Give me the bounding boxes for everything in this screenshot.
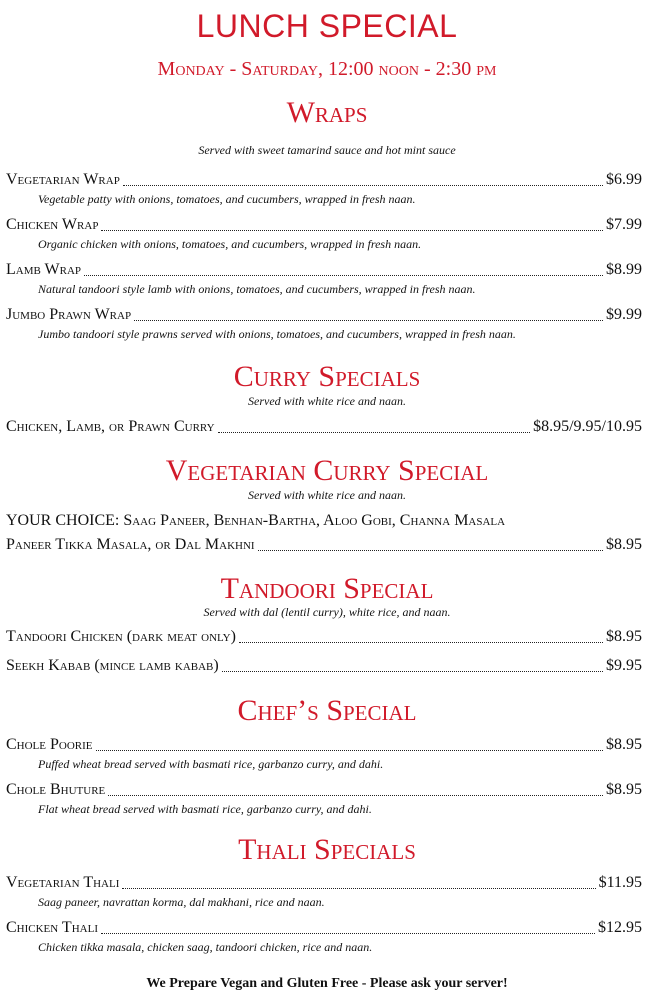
- menu-item-seekh-kabab: [6, 657, 642, 677]
- footer-note: We Prepare Vegan and Gluten Free - Please ask your server!: [146, 976, 508, 991]
- item-price: $8.95: [606, 781, 642, 798]
- leader-dots: [123, 184, 603, 186]
- section-note-tandoori: Served with dal (lentil curry), white rice, and naan.: [203, 605, 451, 619]
- item-description: Chicken tikka masala, chicken saag, tandoori chicken, rice and naan.: [38, 940, 373, 954]
- item-name: Chicken Wrap: [6, 216, 99, 233]
- item-description: Vegetable patty with onions, tomatoes, and cucumbers, wrapped in fresh naan.: [38, 192, 416, 206]
- leader-dots: [101, 932, 595, 934]
- menu-item-jumbo-prawn-wrap: [6, 306, 642, 326]
- item-description: Jumbo tandoori style prawns served with onions, tomatoes, and cucumbers, wrapped in fresh naan.: [38, 327, 516, 341]
- item-name: Chicken Thali: [6, 919, 98, 936]
- menu-item-lamb-wrap: [6, 261, 642, 281]
- leader-dots: [218, 431, 531, 433]
- leader-dots: [108, 794, 603, 796]
- menu-item-chole-poorie: [6, 736, 642, 756]
- choice-list: Saag Paneer, Benhan-Bartha, Aloo Gobi, Channa Masala: [123, 512, 506, 529]
- item-name: Seekh Kabab (mince lamb kabab): [6, 657, 219, 674]
- veg-choice-line: [6, 512, 505, 530]
- item-price: $9.99: [606, 306, 642, 323]
- leader-dots: [239, 641, 603, 643]
- section-title-tandoori: Tandoori Special: [220, 572, 434, 605]
- item-name: Lamb Wrap: [6, 261, 82, 278]
- item-price: $11.95: [598, 874, 642, 891]
- leader-dots: [96, 749, 603, 751]
- leader-dots: [122, 887, 595, 889]
- item-name: Chicken, Lamb, or Prawn Curry: [6, 418, 215, 435]
- section-note-wraps: Served with sweet tamarind sauce and hot mint sauce: [198, 143, 456, 157]
- item-name: Chole Poorie: [6, 736, 93, 753]
- item-name: Tandoori Chicken (dark meat only): [6, 628, 236, 645]
- leader-dots: [258, 549, 603, 551]
- item-price: $8.95/9.95/10.95: [533, 418, 642, 435]
- menu-item-chicken-wrap: [6, 216, 642, 236]
- item-price: $8.99: [606, 261, 642, 278]
- item-name: Vegetarian Thali: [6, 874, 120, 891]
- item-price: $12.95: [598, 919, 642, 936]
- item-description: Flat wheat bread served with basmati rice, garbanzo curry, and dahi.: [38, 802, 372, 816]
- section-note-veg-curry: Served with white rice and naan.: [248, 488, 406, 502]
- menu-item-chicken-thali: [6, 919, 642, 939]
- menu-item-tandoori-chicken: [6, 628, 642, 648]
- menu-item-vegetarian-wrap: [6, 171, 642, 191]
- leader-dots: [222, 670, 603, 672]
- hours-subtitle: Monday - Saturday, 12:00 noon - 2:30 pm: [157, 58, 497, 80]
- menu-item-veg-curry: [6, 536, 642, 556]
- leader-dots: [101, 229, 603, 231]
- item-description: Saag paneer, navrattan korma, dal makhani, rice and naan.: [38, 895, 325, 909]
- item-price: $8.95: [606, 536, 642, 553]
- item-price: $7.99: [606, 216, 642, 233]
- menu-item-vegetarian-thali: [6, 874, 642, 894]
- section-title-veg-curry: Vegetarian Curry Special: [165, 454, 489, 487]
- choice-label: YOUR CHOICE:: [6, 512, 120, 529]
- leader-dots: [84, 274, 603, 276]
- item-name: Jumbo Prawn Wrap: [6, 306, 132, 323]
- menu-item-chole-bhuture: [6, 781, 642, 801]
- item-price: $8.95: [606, 628, 642, 645]
- leader-dots: [134, 319, 603, 321]
- item-name: Vegetarian Wrap: [6, 171, 120, 188]
- item-price: $9.95: [606, 657, 642, 674]
- section-title-curry: Curry Specials: [233, 360, 421, 393]
- section-title-thali: Thali Specials: [238, 833, 416, 866]
- page-title: LUNCH SPECIAL: [196, 8, 458, 44]
- section-note-curry: Served with white rice and naan.: [248, 394, 406, 408]
- item-name: Chole Bhuture: [6, 781, 106, 798]
- item-description: Puffed wheat bread served with basmati rice, garbanzo curry, and dahi.: [38, 757, 384, 771]
- item-description: Natural tandoori style lamb with onions, tomatoes, and cucumbers, wrapped in fresh naan.: [38, 282, 476, 296]
- menu-item-curry: [6, 418, 642, 438]
- section-title-wraps: Wraps: [286, 96, 368, 129]
- section-title-chef: Chef’s Special: [237, 694, 417, 727]
- item-description: Organic chicken with onions, tomatoes, and cucumbers, wrapped in fresh naan.: [38, 237, 422, 251]
- item-name: Paneer Tikka Masala, or Dal Makhni: [6, 536, 255, 553]
- item-price: $6.99: [606, 171, 642, 188]
- item-price: $8.95: [606, 736, 642, 753]
